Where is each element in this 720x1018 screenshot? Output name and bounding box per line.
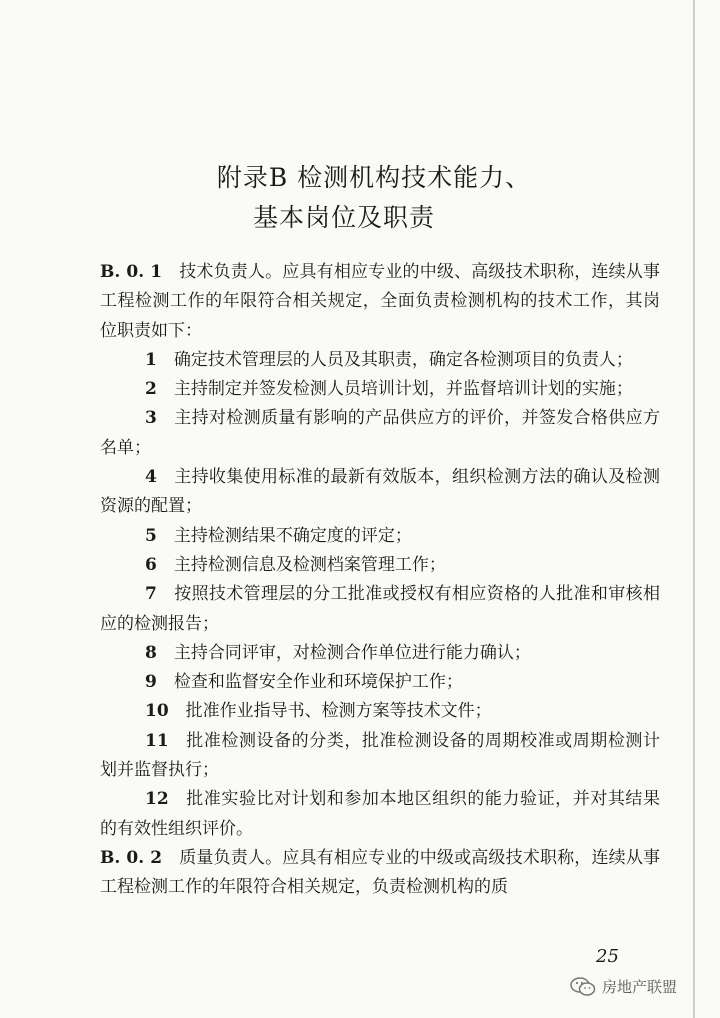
paragraph-text: 主持收集使用标准的最新有效版本，组织检测方法的确认及检测资源的配置； xyxy=(100,467,660,517)
paragraph-text: 质量负责人。应具有相应专业的中级或高级技术职称，连续从事工程检测工作的年限符合相关规定，负责检测机构的质 xyxy=(100,847,661,898)
list-item xyxy=(100,463,660,522)
paragraph-text: 确定技术管理层的人员及其职责，确定各检测项目的负责人； xyxy=(173,349,633,370)
list-item xyxy=(100,580,660,639)
list-item xyxy=(100,785,660,844)
list-item xyxy=(100,668,660,697)
list-item xyxy=(100,551,660,580)
paragraph-text: 主持检测信息及检测档案管理工作； xyxy=(173,554,446,575)
item-number: 11 xyxy=(145,730,169,751)
list-item xyxy=(100,727,660,786)
document-body xyxy=(100,258,660,903)
section-number: B. 0. 2 xyxy=(100,847,163,868)
item-number: 8 xyxy=(145,642,157,663)
section-number: B. 0. 1 xyxy=(100,262,163,282)
paragraph-text: 按照技术管理层的分工批准或授权有相应资格的人批准和审核相应的检测报告； xyxy=(100,584,660,634)
paragraph-text: 主持检测结果不确定度的评定； xyxy=(173,525,412,546)
paragraph-text: 批准作业指导书、检测方案等技术文件； xyxy=(185,701,492,722)
list-item xyxy=(100,639,660,668)
wechat-icon xyxy=(570,977,596,997)
paragraph-text: 主持对检测质量有影响的产品供应方的评价，并签发合格供应方名单； xyxy=(100,408,660,458)
item-number: 9 xyxy=(145,672,157,693)
item-number: 5 xyxy=(145,525,157,546)
paragraph-text: 检查和监督安全作业和环境保护工作； xyxy=(173,672,463,693)
watermark-text: 房地产联盟 xyxy=(602,978,678,996)
list-item xyxy=(100,375,660,404)
item-number: 6 xyxy=(145,554,157,575)
list-item xyxy=(100,346,660,375)
list-item xyxy=(100,697,660,726)
item-number: 4 xyxy=(145,467,157,488)
paragraph-text: 主持合同评审，对检测合作单位进行能力确认； xyxy=(173,642,531,663)
paragraph-text: 技术负责人。应具有相应专业的中级、高级技术职称，连续从事工程检测工作的年限符合相关规定，全面负责检测机构的技术工作，其岗位职责如下： xyxy=(100,262,661,341)
page-edge-line xyxy=(693,0,695,1018)
list-item xyxy=(100,522,660,551)
item-number: 2 xyxy=(145,379,157,400)
item-number: 7 xyxy=(145,584,157,605)
paragraph-text: 主持制定并签发检测人员培训计划，并监督培训计划的实施； xyxy=(173,379,633,400)
item-number: 3 xyxy=(145,408,157,429)
section-paragraph xyxy=(100,844,660,903)
section-paragraph xyxy=(100,258,660,346)
item-number: 10 xyxy=(145,701,169,722)
list-item xyxy=(100,404,660,463)
paragraph-text: 批准检测设备的分类，批准检测设备的周期校准或周期检测计划并监督执行； xyxy=(100,730,660,781)
watermark xyxy=(570,976,677,997)
item-number: 1 xyxy=(145,349,157,370)
appendix-title-line1: 附录B 检测机构技术能力、 xyxy=(216,163,532,192)
appendix-title-line2: 基本岗位及职责 xyxy=(252,203,435,232)
paragraph-text: 批准实验比对计划和参加本地区组织的能力验证，并对其结果的有效性组织评价。 xyxy=(100,789,660,839)
page-number: 25 xyxy=(596,946,619,967)
item-number: 12 xyxy=(145,789,169,810)
